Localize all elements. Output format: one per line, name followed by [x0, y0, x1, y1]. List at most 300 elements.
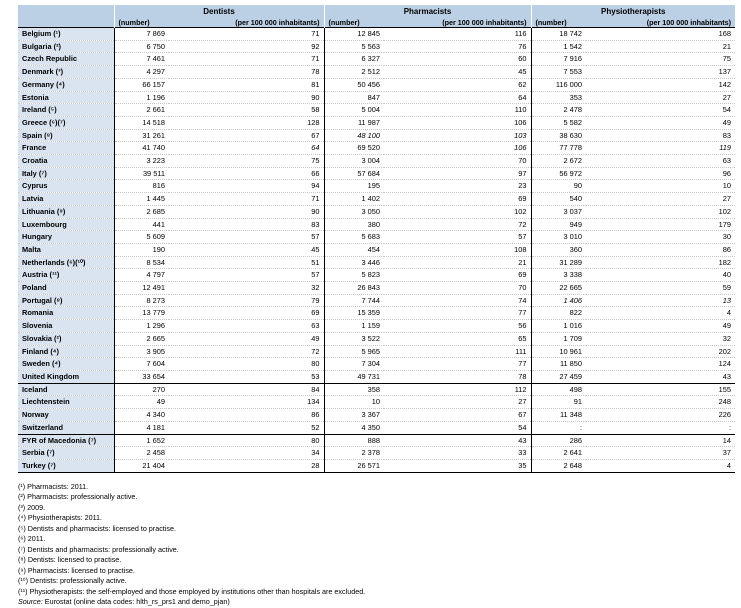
- physiotherapists-per-capita-cell: 124: [586, 358, 735, 371]
- physiotherapists-number-cell: 77 778: [531, 142, 586, 155]
- physiotherapists-number-cell: 7 553: [531, 66, 586, 79]
- pharmacists-per-capita-cell: 35: [384, 459, 531, 472]
- pharmacists-per-capita-cell: 21: [384, 256, 531, 269]
- country-cell: Slovakia (²): [18, 332, 114, 345]
- physiotherapists-per-capita-cell: 21: [586, 40, 735, 53]
- pharmacists-per-capita-cell: 111: [384, 345, 531, 358]
- physiotherapists-per-capita-cell: 202: [586, 345, 735, 358]
- dentists-per-capita-cell: 64: [169, 142, 324, 155]
- pharmacists-number-cell: 12 845: [324, 28, 384, 41]
- table-row: [18, 129, 735, 142]
- dentists-number-cell: 4 297: [114, 66, 169, 79]
- dentists-number-cell: 12 491: [114, 282, 169, 295]
- pharmacists-per-capita-cell: 106: [384, 142, 531, 155]
- footnote: (¹) Pharmacists: 2011.: [18, 481, 89, 491]
- pharmacists-number-cell: 5 965: [324, 345, 384, 358]
- dentists-per-capita-cell: 80: [169, 358, 324, 371]
- dentists-number-cell: 3 223: [114, 155, 169, 168]
- country-cell: Switzerland: [18, 421, 114, 434]
- physiotherapists-per-capita-cell: 49: [586, 320, 735, 333]
- statistics-table-container: [18, 5, 735, 608]
- physiotherapists-number-cell: :: [531, 421, 586, 434]
- dentists-number-cell: 5 609: [114, 231, 169, 244]
- dentists-per-capita-cell: 45: [169, 243, 324, 256]
- table-row: [18, 205, 735, 218]
- country-cell: Sweden (⁴): [18, 358, 114, 371]
- pharmacists-per-capita-cell: 33: [384, 447, 531, 460]
- pharmacists-per-capita-cell: 62: [384, 78, 531, 91]
- physiotherapists-per-capita-cell: 27: [586, 91, 735, 104]
- dentists-per-capita-cell: 58: [169, 104, 324, 117]
- dentists-per-capita-cell: 57: [169, 269, 324, 282]
- footnote: (⁴) Physiotherapists: 2011.: [18, 513, 103, 523]
- country-cell: Malta: [18, 243, 114, 256]
- physiotherapists-per-capita-cell: 63: [586, 155, 735, 168]
- pharmacists-number-cell: 888: [324, 434, 384, 447]
- physiotherapists-per-capita-cell: 119: [586, 142, 735, 155]
- dentists-number-cell: 14 518: [114, 116, 169, 129]
- pharmacists-per-capita-cell: 27: [384, 396, 531, 409]
- pharmacists-per-capita-cell: 70: [384, 282, 531, 295]
- dentists-number-cell: 1 196: [114, 91, 169, 104]
- pharmacists-per-capita-cell: 76: [384, 40, 531, 53]
- physiotherapists-number-cell: 1 016: [531, 320, 586, 333]
- pharmacists-number-cell: 358: [324, 383, 384, 396]
- pharmacists-number-cell: 26 571: [324, 459, 384, 472]
- dentists-number-cell: 3 905: [114, 345, 169, 358]
- table-row: [18, 434, 735, 447]
- pharmacists-per-capita-cell: 69: [384, 193, 531, 206]
- dentists-number-cell: 2 685: [114, 205, 169, 218]
- pharmacists-number-cell: 69 520: [324, 142, 384, 155]
- physiotherapists-number-cell: 498: [531, 383, 586, 396]
- pharmacists-per-capita-cell: 77: [384, 358, 531, 371]
- pharmacists-number-cell: 3 446: [324, 256, 384, 269]
- physiotherapists-number-cell: 27 459: [531, 370, 586, 383]
- country-cell: Lithuania (⁹): [18, 205, 114, 218]
- country-cell: Romania: [18, 307, 114, 320]
- country-cell: Estonia: [18, 91, 114, 104]
- pharmacists-per-capita-cell: 43: [384, 434, 531, 447]
- dentists-per-capita-cell: 128: [169, 116, 324, 129]
- pharmacists-number-cell: 3 004: [324, 155, 384, 168]
- pharmacists-per-capita-cell: 112: [384, 383, 531, 396]
- physiotherapists-number-cell: 10 961: [531, 345, 586, 358]
- dentists-number-cell: 33 654: [114, 370, 169, 383]
- physiotherapists-number-cell: 353: [531, 91, 586, 104]
- physiotherapists-number-cell: 116 000: [531, 78, 586, 91]
- country-cell: Latvia: [18, 193, 114, 206]
- footnote: (⁶) 2011.: [18, 534, 46, 544]
- physiotherapists-number-cell: 7 916: [531, 53, 586, 66]
- table-row: [18, 104, 735, 117]
- pharmacists-per-subheader: (per 100 000 inhabitants): [384, 17, 531, 28]
- country-cell: Liechtenstein: [18, 396, 114, 409]
- pharmacists-per-capita-cell: 103: [384, 129, 531, 142]
- table-row: [18, 345, 735, 358]
- table-row: [18, 383, 735, 396]
- physiotherapists-per-capita-cell: 102: [586, 205, 735, 218]
- dentists-per-capita-cell: 80: [169, 434, 324, 447]
- table-row: [18, 66, 735, 79]
- physiotherapists-per-capita-cell: 83: [586, 129, 735, 142]
- dentists-number-cell: 4 340: [114, 409, 169, 422]
- dentists-per-capita-cell: 51: [169, 256, 324, 269]
- physiotherapists-number-cell: 540: [531, 193, 586, 206]
- table-row: [18, 167, 735, 180]
- dentists-per-capita-cell: 71: [169, 193, 324, 206]
- pharmacists-per-capita-cell: 60: [384, 53, 531, 66]
- dentists-number-cell: 1 652: [114, 434, 169, 447]
- physiotherapists-per-subheader: (per 100 000 inhabitants): [586, 17, 735, 28]
- table-row: [18, 53, 735, 66]
- physiotherapists-number-cell: 360: [531, 243, 586, 256]
- pharmacists-per-capita-cell: 65: [384, 332, 531, 345]
- pharmacists-number-cell: 5 563: [324, 40, 384, 53]
- pharmacists-per-capita-cell: 74: [384, 294, 531, 307]
- table-row: [18, 231, 735, 244]
- physiotherapists-number-cell: 22 665: [531, 282, 586, 295]
- physiotherapists-per-capita-cell: 37: [586, 447, 735, 460]
- dentists-per-capita-cell: 72: [169, 345, 324, 358]
- pharmacists-per-capita-cell: 64: [384, 91, 531, 104]
- footnote: (⁷) Dentists and pharmacists: professionally active.: [18, 544, 179, 554]
- footnote: (⁵) Dentists and pharmacists: licensed to practise.: [18, 523, 176, 533]
- physiotherapists-number-subheader: (number): [531, 17, 586, 28]
- country-cell: Spain (⁸): [18, 129, 114, 142]
- pharmacists-per-capita-cell: 116: [384, 28, 531, 41]
- dentists-per-capita-cell: 79: [169, 294, 324, 307]
- table-row: [18, 370, 735, 383]
- country-cell: Cyprus: [18, 180, 114, 193]
- dentists-number-cell: 66 157: [114, 78, 169, 91]
- footnote: (²) Pharmacists: professionally active.: [18, 492, 138, 502]
- table-row: [18, 180, 735, 193]
- physiotherapists-per-capita-cell: 226: [586, 409, 735, 422]
- dentists-number-cell: 6 750: [114, 40, 169, 53]
- pharmacists-per-capita-cell: 78: [384, 370, 531, 383]
- dentists-number-cell: 4 797: [114, 269, 169, 282]
- physiotherapists-per-capita-cell: 155: [586, 383, 735, 396]
- pharmacists-per-capita-cell: 108: [384, 243, 531, 256]
- dentists-per-capita-cell: 52: [169, 421, 324, 434]
- dentists-number-cell: 1 296: [114, 320, 169, 333]
- pharmacists-per-capita-cell: 67: [384, 409, 531, 422]
- table-row: [18, 269, 735, 282]
- table-row: [18, 218, 735, 231]
- table-row: [18, 320, 735, 333]
- country-cell: Norway: [18, 409, 114, 422]
- dentists-per-capita-cell: 63: [169, 320, 324, 333]
- dentists-number-cell: 8 534: [114, 256, 169, 269]
- dentists-per-capita-cell: 86: [169, 409, 324, 422]
- physiotherapists-per-capita-cell: 168: [586, 28, 735, 41]
- country-cell: Greece (⁶)(⁷): [18, 116, 114, 129]
- country-cell: Croatia: [18, 155, 114, 168]
- physiotherapists-number-cell: 11 850: [531, 358, 586, 371]
- country-cell: Luxembourg: [18, 218, 114, 231]
- physiotherapists-per-capita-cell: 13: [586, 294, 735, 307]
- dentists-per-capita-cell: 78: [169, 66, 324, 79]
- country-cell: Denmark (³): [18, 66, 114, 79]
- pharmacists-number-cell: 5 683: [324, 231, 384, 244]
- physiotherapists-per-capita-cell: 248: [586, 396, 735, 409]
- dentists-per-subheader: (per 100 000 inhabitants): [169, 17, 324, 28]
- physiotherapists-per-capita-cell: 43: [586, 370, 735, 383]
- country-cell: Finland (⁴): [18, 345, 114, 358]
- physiotherapists-per-capita-cell: 10: [586, 180, 735, 193]
- pharmacists-per-capita-cell: 70: [384, 155, 531, 168]
- country-cell: United Kingdom: [18, 370, 114, 383]
- country-cell: Italy (⁷): [18, 167, 114, 180]
- pharmacists-number-subheader: (number): [324, 17, 384, 28]
- corner-header: [18, 5, 114, 17]
- footnote: (⁹) Pharmacists: licensed to practise.: [18, 565, 135, 575]
- pharmacists-per-capita-cell: 77: [384, 307, 531, 320]
- dentists-number-cell: 39 511: [114, 167, 169, 180]
- country-cell: Germany (⁴): [18, 78, 114, 91]
- country-cell: Hungary: [18, 231, 114, 244]
- dentists-number-cell: 41 740: [114, 142, 169, 155]
- table-row: [18, 447, 735, 460]
- country-cell: Czech Republic: [18, 53, 114, 66]
- physiotherapists-per-capita-cell: 137: [586, 66, 735, 79]
- pharmacists-number-cell: 847: [324, 91, 384, 104]
- physiotherapists-number-cell: 11 348: [531, 409, 586, 422]
- pharmacists-per-capita-cell: 106: [384, 116, 531, 129]
- table-row: [18, 294, 735, 307]
- country-cell: Turkey (⁷): [18, 459, 114, 472]
- physiotherapists-number-cell: 949: [531, 218, 586, 231]
- country-cell: FYR of Macedonia (⁷): [18, 434, 114, 447]
- dentists-per-capita-cell: 81: [169, 78, 324, 91]
- pharmacists-number-cell: 10: [324, 396, 384, 409]
- corner-subheader: [18, 17, 114, 28]
- health-professionals-table: [18, 5, 735, 473]
- country-cell: France: [18, 142, 114, 155]
- physiotherapists-number-cell: 3 338: [531, 269, 586, 282]
- dentists-per-capita-cell: 90: [169, 91, 324, 104]
- dentists-per-capita-cell: 90: [169, 205, 324, 218]
- footnote: (¹⁰) Dentists: professionally active.: [18, 576, 127, 586]
- table-row: [18, 256, 735, 269]
- footnote: (³) 2009.: [18, 502, 46, 512]
- pharmacists-header: Pharmacists: [324, 5, 531, 17]
- physiotherapists-number-cell: 90: [531, 180, 586, 193]
- physiotherapists-per-capita-cell: 49: [586, 116, 735, 129]
- dentists-number-cell: 270: [114, 383, 169, 396]
- country-cell: Austria (¹¹): [18, 269, 114, 282]
- dentists-per-capita-cell: 134: [169, 396, 324, 409]
- dentists-number-cell: 441: [114, 218, 169, 231]
- pharmacists-per-capita-cell: 57: [384, 231, 531, 244]
- pharmacists-number-cell: 454: [324, 243, 384, 256]
- dentists-number-cell: 2 458: [114, 447, 169, 460]
- physiotherapists-per-capita-cell: 182: [586, 256, 735, 269]
- country-cell: Serbia (⁷): [18, 447, 114, 460]
- physiotherapists-number-cell: 3 010: [531, 231, 586, 244]
- pharmacists-per-capita-cell: 54: [384, 421, 531, 434]
- pharmacists-number-cell: 15 359: [324, 307, 384, 320]
- physiotherapists-number-cell: 2 478: [531, 104, 586, 117]
- dentists-number-cell: 190: [114, 243, 169, 256]
- physiotherapists-per-capita-cell: 32: [586, 332, 735, 345]
- physiotherapists-per-capita-cell: 59: [586, 282, 735, 295]
- table-row: [18, 193, 735, 206]
- physiotherapists-number-cell: 286: [531, 434, 586, 447]
- table-row: [18, 421, 735, 434]
- dentists-number-cell: 8 273: [114, 294, 169, 307]
- pharmacists-number-cell: 195: [324, 180, 384, 193]
- pharmacists-number-cell: 11 987: [324, 116, 384, 129]
- physiotherapists-number-cell: 31 289: [531, 256, 586, 269]
- physiotherapists-per-capita-cell: 27: [586, 193, 735, 206]
- physiotherapists-per-capita-cell: 54: [586, 104, 735, 117]
- physiotherapists-per-capita-cell: 86: [586, 243, 735, 256]
- dentists-number-cell: 49: [114, 396, 169, 409]
- physiotherapists-number-cell: 91: [531, 396, 586, 409]
- dentists-per-capita-cell: 66: [169, 167, 324, 180]
- physiotherapists-per-capita-cell: 75: [586, 53, 735, 66]
- country-cell: Portugal (⁸): [18, 294, 114, 307]
- physiotherapists-number-cell: 1 542: [531, 40, 586, 53]
- dentists-per-capita-cell: 69: [169, 307, 324, 320]
- physiotherapists-header: Physiotherapists: [531, 5, 735, 17]
- dentists-number-cell: 31 261: [114, 129, 169, 142]
- table-row: [18, 28, 735, 41]
- pharmacists-per-capita-cell: 69: [384, 269, 531, 282]
- table-row: [18, 459, 735, 472]
- physiotherapists-number-cell: 1 709: [531, 332, 586, 345]
- dentists-per-capita-cell: 94: [169, 180, 324, 193]
- table-row: [18, 409, 735, 422]
- pharmacists-number-cell: 2 378: [324, 447, 384, 460]
- pharmacists-number-cell: 7 304: [324, 358, 384, 371]
- footnote: (⁸) Dentists: licensed to practise.: [18, 555, 122, 565]
- pharmacists-per-capita-cell: 72: [384, 218, 531, 231]
- pharmacists-number-cell: 26 843: [324, 282, 384, 295]
- dentists-per-capita-cell: 67: [169, 129, 324, 142]
- physiotherapists-per-capita-cell: 40: [586, 269, 735, 282]
- physiotherapists-number-cell: 2 641: [531, 447, 586, 460]
- dentists-number-cell: 7 869: [114, 28, 169, 41]
- physiotherapists-per-capita-cell: 96: [586, 167, 735, 180]
- pharmacists-per-capita-cell: 45: [384, 66, 531, 79]
- dentists-per-capita-cell: 75: [169, 155, 324, 168]
- pharmacists-number-cell: 380: [324, 218, 384, 231]
- pharmacists-number-cell: 1 159: [324, 320, 384, 333]
- pharmacists-number-cell: 7 744: [324, 294, 384, 307]
- physiotherapists-per-capita-cell: 14: [586, 434, 735, 447]
- pharmacists-number-cell: 5 004: [324, 104, 384, 117]
- physiotherapists-number-cell: 5 582: [531, 116, 586, 129]
- dentists-number-cell: 4 181: [114, 421, 169, 434]
- physiotherapists-per-capita-cell: 4: [586, 459, 735, 472]
- pharmacists-number-cell: 57 684: [324, 167, 384, 180]
- dentists-per-capita-cell: 28: [169, 459, 324, 472]
- footnote: (¹¹) Physiotherapists: the self-employed and those employed by institutions other than hospitals are excluded.: [18, 586, 366, 596]
- physiotherapists-number-cell: 2 672: [531, 155, 586, 168]
- dentists-number-cell: 816: [114, 180, 169, 193]
- pharmacists-number-cell: 3 367: [324, 409, 384, 422]
- dentists-number-subheader: (number): [114, 17, 169, 28]
- dentists-per-capita-cell: 83: [169, 218, 324, 231]
- table-row: [18, 40, 735, 53]
- pharmacists-number-cell: 49 731: [324, 370, 384, 383]
- table-row: [18, 243, 735, 256]
- dentists-number-cell: 13 779: [114, 307, 169, 320]
- pharmacists-number-cell: 4 350: [324, 421, 384, 434]
- pharmacists-per-capita-cell: 102: [384, 205, 531, 218]
- dentists-header: Dentists: [114, 5, 324, 17]
- dentists-per-capita-cell: 57: [169, 231, 324, 244]
- pharmacists-per-capita-cell: 23: [384, 180, 531, 193]
- country-cell: Ireland (⁵): [18, 104, 114, 117]
- country-cell: Iceland: [18, 383, 114, 396]
- pharmacists-per-capita-cell: 97: [384, 167, 531, 180]
- dentists-per-capita-cell: 49: [169, 332, 324, 345]
- dentists-per-capita-cell: 53: [169, 370, 324, 383]
- pharmacists-number-cell: 5 823: [324, 269, 384, 282]
- pharmacists-number-cell: 6 327: [324, 53, 384, 66]
- footnotes: [18, 482, 735, 608]
- table-body: [18, 28, 735, 473]
- physiotherapists-number-cell: 2 648: [531, 459, 586, 472]
- dentists-per-capita-cell: 34: [169, 447, 324, 460]
- dentists-number-cell: 2 661: [114, 104, 169, 117]
- pharmacists-number-cell: 1 402: [324, 193, 384, 206]
- table-row: [18, 116, 735, 129]
- physiotherapists-number-cell: 56 972: [531, 167, 586, 180]
- dentists-number-cell: 7 461: [114, 53, 169, 66]
- dentists-number-cell: 7 604: [114, 358, 169, 371]
- dentists-per-capita-cell: 84: [169, 383, 324, 396]
- pharmacists-per-capita-cell: 56: [384, 320, 531, 333]
- table-row: [18, 358, 735, 371]
- physiotherapists-number-cell: 3 037: [531, 205, 586, 218]
- dentists-number-cell: 2 665: [114, 332, 169, 345]
- pharmacists-per-capita-cell: 110: [384, 104, 531, 117]
- table-row: [18, 78, 735, 91]
- pharmacists-number-cell: 2 512: [324, 66, 384, 79]
- table-row: [18, 91, 735, 104]
- dentists-per-capita-cell: 71: [169, 53, 324, 66]
- country-cell: Bulgaria (²): [18, 40, 114, 53]
- dentists-per-capita-cell: 92: [169, 40, 324, 53]
- dentists-number-cell: 21 404: [114, 459, 169, 472]
- dentists-number-cell: 1 445: [114, 193, 169, 206]
- physiotherapists-number-cell: 38 630: [531, 129, 586, 142]
- source-text: Eurostat (online data codes: hlth_rs_prs1 and demo_pjan): [42, 597, 230, 607]
- pharmacists-number-cell: 50 456: [324, 78, 384, 91]
- pharmacists-number-cell: 48 100: [324, 129, 384, 142]
- physiotherapists-number-cell: 1 406: [531, 294, 586, 307]
- physiotherapists-per-capita-cell: 142: [586, 78, 735, 91]
- physiotherapists-number-cell: 18 742: [531, 28, 586, 41]
- table-row: [18, 142, 735, 155]
- physiotherapists-number-cell: 822: [531, 307, 586, 320]
- country-cell: Slovenia: [18, 320, 114, 333]
- table-row: [18, 155, 735, 168]
- physiotherapists-per-capita-cell: :: [586, 421, 735, 434]
- table-row: [18, 282, 735, 295]
- dentists-per-capita-cell: 32: [169, 282, 324, 295]
- dentists-per-capita-cell: 71: [169, 28, 324, 41]
- pharmacists-number-cell: 3 522: [324, 332, 384, 345]
- table-row: [18, 332, 735, 345]
- physiotherapists-per-capita-cell: 30: [586, 231, 735, 244]
- source-label: Source:: [18, 597, 43, 607]
